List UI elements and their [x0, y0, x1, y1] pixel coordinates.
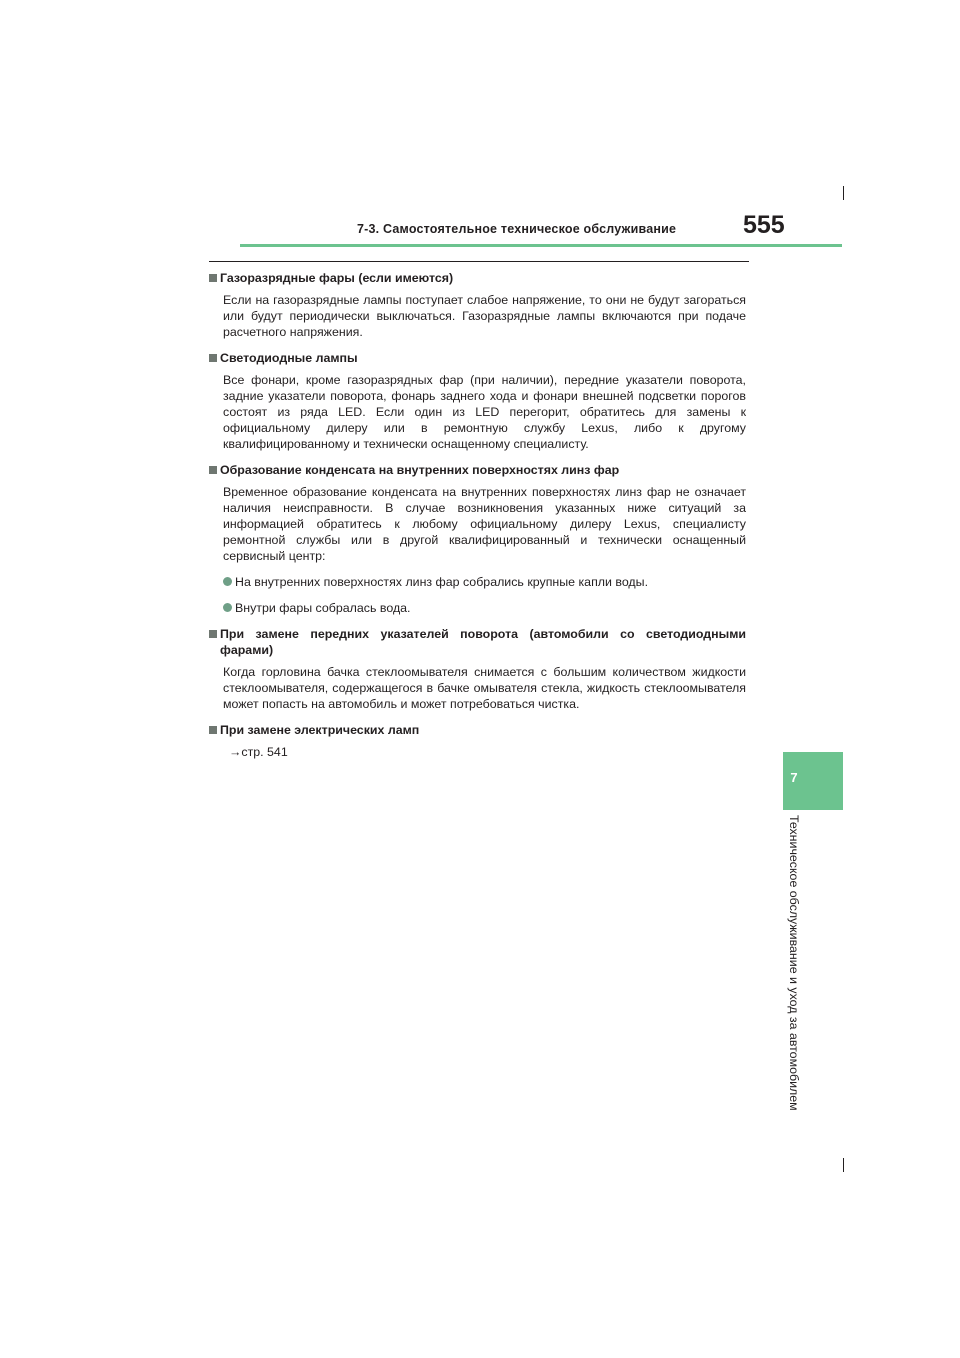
crop-mark-bottom — [843, 1158, 844, 1172]
section-text: Если на газоразрядные лампы поступает слабое напряжение, то они не будут загораться или будут периодически выключаться. Газоразрядные лампы включаются при подаче расчетного напряжения. — [223, 293, 746, 339]
square-bullet-icon — [209, 466, 220, 474]
circle-bullet-icon — [223, 603, 235, 612]
section-text: Когда горловина бачка стеклоомывателя снимается с большим количеством жидкости стеклоомывателя, содержащегося в бачке омывателя стекла, жидкость стеклоомывателя может попасть на автомобиль и может потребоваться чистка. — [223, 665, 746, 711]
section-heading: Образование конденсата на внутренних поверхностях линз фар — [209, 462, 746, 478]
section-text: Временное образование конденсата на внутренних поверхностях линз фар не означает наличия неисправности. В случае возникновения указанных ниже ситуаций за информацией обратитесь к любому официальному дилеру Lexus, специалисту ремонтной службы или в другой квалифицированный и технически оснащенный сервисный центр: — [223, 485, 746, 563]
square-bullet-icon — [209, 354, 220, 362]
section-text: Все фонари, кроме газоразрядных фар (при наличии), передние указатели поворота, задние указатели поворота, фонарь заднего хода и фонари внешней подсветки порогов состоят из ряда LED. Если один из LED перегорит, обратитесь для замены к официальному дилеру или в ремонтную службу Lexus, либо к другому квалифицированному и технически оснащенному специалисту. — [223, 373, 746, 451]
square-bullet-icon — [209, 274, 220, 282]
list-item: Внутри фары собралась вода. — [223, 600, 746, 616]
circle-bullet-icon — [223, 577, 235, 586]
content-divider — [209, 261, 749, 262]
page-reference-link[interactable]: →стр. 541 — [229, 745, 288, 759]
chapter-number: 7 — [790, 770, 798, 785]
list-item: На внутренних поверхностях линз фар собрались крупные капли воды. — [223, 574, 746, 590]
section-heading: При замене передних указателей поворота (автомобили со светодиодными фарами) — [209, 626, 746, 658]
square-bullet-icon — [209, 630, 220, 638]
section-heading: Светодиодные лампы — [209, 350, 746, 366]
page-content — [209, 270, 746, 770]
section-header-title: 7-3. Самостоятельное техническое обслуживание — [357, 222, 677, 236]
section-heading: При замене электрических ламп — [209, 722, 746, 738]
section-heading: Газоразрядные фары (если имеются) — [209, 270, 746, 286]
square-bullet-icon — [209, 726, 220, 734]
page-number: 555 — [743, 211, 785, 239]
crop-mark-top — [843, 186, 844, 200]
chapter-title: Техническое обслуживание и уход за автомобилем — [787, 815, 801, 1111]
header-divider — [240, 244, 842, 247]
chapter-tab — [783, 752, 843, 810]
